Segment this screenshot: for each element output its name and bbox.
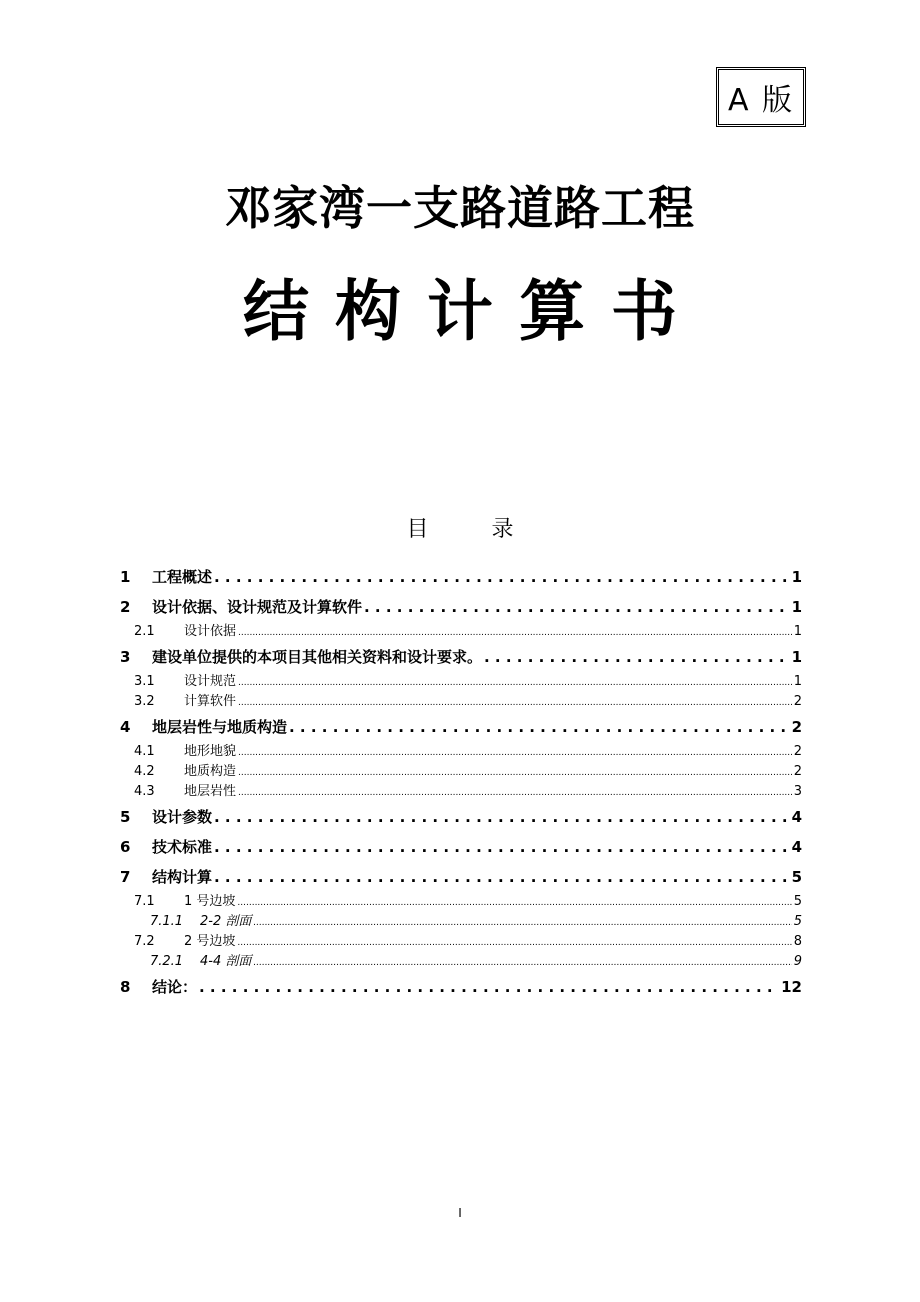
toc-entry-title: 技术标准 bbox=[152, 838, 213, 856]
toc-entry-page: 3 bbox=[793, 784, 802, 799]
version-badge: A 版 bbox=[716, 67, 806, 127]
toc-dot-leader bbox=[214, 832, 790, 862]
toc-entry-page: 1 bbox=[793, 674, 802, 689]
toc-entry[interactable] bbox=[118, 712, 802, 742]
toc-entry-title: 设计规范 bbox=[184, 674, 237, 689]
toc-entry-title: 设计参数 bbox=[152, 808, 213, 826]
toc-entry[interactable] bbox=[118, 742, 802, 762]
toc-entry-number: 4.1 bbox=[134, 744, 155, 759]
toc-entry[interactable] bbox=[118, 932, 802, 952]
toc-dot-leader bbox=[289, 712, 790, 742]
toc-entry-page: 1 bbox=[791, 598, 802, 616]
toc-entry[interactable] bbox=[118, 972, 802, 1002]
toc-entry-page: 2 bbox=[791, 718, 802, 736]
toc-dot-leader bbox=[238, 692, 792, 713]
toc-dot-leader bbox=[238, 762, 792, 783]
toc-entry-title: 建设单位提供的本项目其他相关资料和设计要求。 bbox=[152, 648, 483, 666]
toc-dot-leader bbox=[253, 912, 791, 933]
toc-entry-number: 5 bbox=[120, 808, 131, 826]
toc-dot-leader bbox=[238, 622, 792, 643]
toc-dot-leader bbox=[214, 862, 790, 892]
toc-entry-page: 5 bbox=[793, 914, 802, 929]
toc-entry[interactable] bbox=[118, 862, 802, 892]
toc-entry[interactable] bbox=[118, 642, 802, 672]
toc-entry-number: 4 bbox=[120, 718, 131, 736]
document-title: 结构计算书 bbox=[243, 273, 703, 350]
table-of-contents bbox=[118, 562, 802, 1002]
toc-entry-page: 12 bbox=[781, 978, 802, 996]
toc-entry-number: 1 bbox=[120, 568, 131, 586]
toc-entry-number: 4.2 bbox=[134, 764, 155, 779]
toc-entry[interactable] bbox=[118, 912, 802, 932]
toc-entry-page: 4 bbox=[791, 808, 802, 826]
toc-entry[interactable] bbox=[118, 762, 802, 782]
toc-entry-title: 设计依据 bbox=[184, 624, 237, 639]
toc-entry-number: 6 bbox=[120, 838, 131, 856]
toc-dot-leader bbox=[364, 592, 790, 622]
toc-entry-title: 计算软件 bbox=[184, 694, 237, 709]
toc-entry-title: 地质构造 bbox=[184, 764, 237, 779]
toc-dot-leader bbox=[238, 742, 792, 763]
toc-entry-number: 3.1 bbox=[134, 674, 155, 689]
toc-entry-page: 1 bbox=[793, 624, 802, 639]
toc-entry[interactable] bbox=[118, 622, 802, 642]
toc-entry-number: 7 bbox=[120, 868, 131, 886]
toc-entry-page: 4 bbox=[791, 838, 802, 856]
toc-entry-page: 1 bbox=[791, 648, 802, 666]
toc-entry-page: 5 bbox=[793, 894, 802, 909]
toc-entry[interactable] bbox=[118, 562, 802, 592]
toc-entry[interactable] bbox=[118, 892, 802, 912]
project-title: 邓家湾一支路道路工程 bbox=[225, 181, 695, 235]
toc-entry-number: 7.1.1 bbox=[150, 914, 184, 929]
toc-dot-leader bbox=[237, 892, 791, 913]
toc-entry-number: 7.2.1 bbox=[150, 954, 184, 969]
toc-dot-leader bbox=[214, 802, 790, 832]
toc-entry-number: 7.1 bbox=[134, 894, 155, 909]
toc-entry-number: 2.1 bbox=[134, 624, 155, 639]
toc-entry-page: 8 bbox=[793, 934, 802, 949]
toc-entry[interactable] bbox=[118, 832, 802, 862]
toc-entry-number: 2 bbox=[120, 598, 131, 616]
toc-entry-page: 5 bbox=[791, 868, 802, 886]
toc-entry-number: 7.2 bbox=[134, 934, 155, 949]
toc-entry-page: 1 bbox=[791, 568, 802, 586]
toc-entry-page: 2 bbox=[793, 764, 802, 779]
toc-dot-leader bbox=[253, 952, 791, 973]
toc-entry-title: 4-4 剖面 bbox=[200, 954, 252, 969]
toc-entry-title: 地层岩性 bbox=[184, 784, 237, 799]
toc-entry-title: 地形地貌 bbox=[184, 744, 237, 759]
toc-entry-title: 设计依据、设计规范及计算软件 bbox=[152, 598, 363, 616]
toc-entry[interactable] bbox=[118, 692, 802, 712]
toc-entry-number: 3 bbox=[120, 648, 131, 666]
toc-entry-title: 1 号边坡 bbox=[184, 894, 236, 909]
toc-entry-page: 2 bbox=[793, 694, 802, 709]
page-number: I bbox=[458, 1206, 462, 1220]
toc-entry-title: 结构计算 bbox=[152, 868, 213, 886]
toc-entry-number: 4.3 bbox=[134, 784, 155, 799]
toc-entry-number: 8 bbox=[120, 978, 131, 996]
toc-entry-title: 2 号边坡 bbox=[184, 934, 236, 949]
toc-entry-page: 2 bbox=[793, 744, 802, 759]
toc-entry[interactable] bbox=[118, 672, 802, 692]
toc-entry-number: 3.2 bbox=[134, 694, 155, 709]
toc-entry[interactable] bbox=[118, 782, 802, 802]
toc-heading: 目 录 bbox=[406, 517, 542, 542]
toc-entry-page: 9 bbox=[793, 954, 802, 969]
toc-entry[interactable] bbox=[118, 592, 802, 622]
toc-dot-leader bbox=[238, 672, 792, 693]
toc-dot-leader bbox=[214, 562, 790, 592]
toc-dot-leader bbox=[199, 972, 779, 1002]
toc-entry[interactable] bbox=[118, 952, 802, 972]
toc-entry-title: 地层岩性与地质构造 bbox=[152, 718, 288, 736]
toc-entry-title: 结论： bbox=[152, 978, 198, 996]
toc-dot-leader bbox=[237, 932, 791, 953]
toc-dot-leader bbox=[238, 782, 792, 803]
toc-entry-title: 2-2 剖面 bbox=[200, 914, 252, 929]
toc-entry-title: 工程概述 bbox=[152, 568, 213, 586]
toc-dot-leader bbox=[484, 642, 790, 672]
toc-entry[interactable] bbox=[118, 802, 802, 832]
